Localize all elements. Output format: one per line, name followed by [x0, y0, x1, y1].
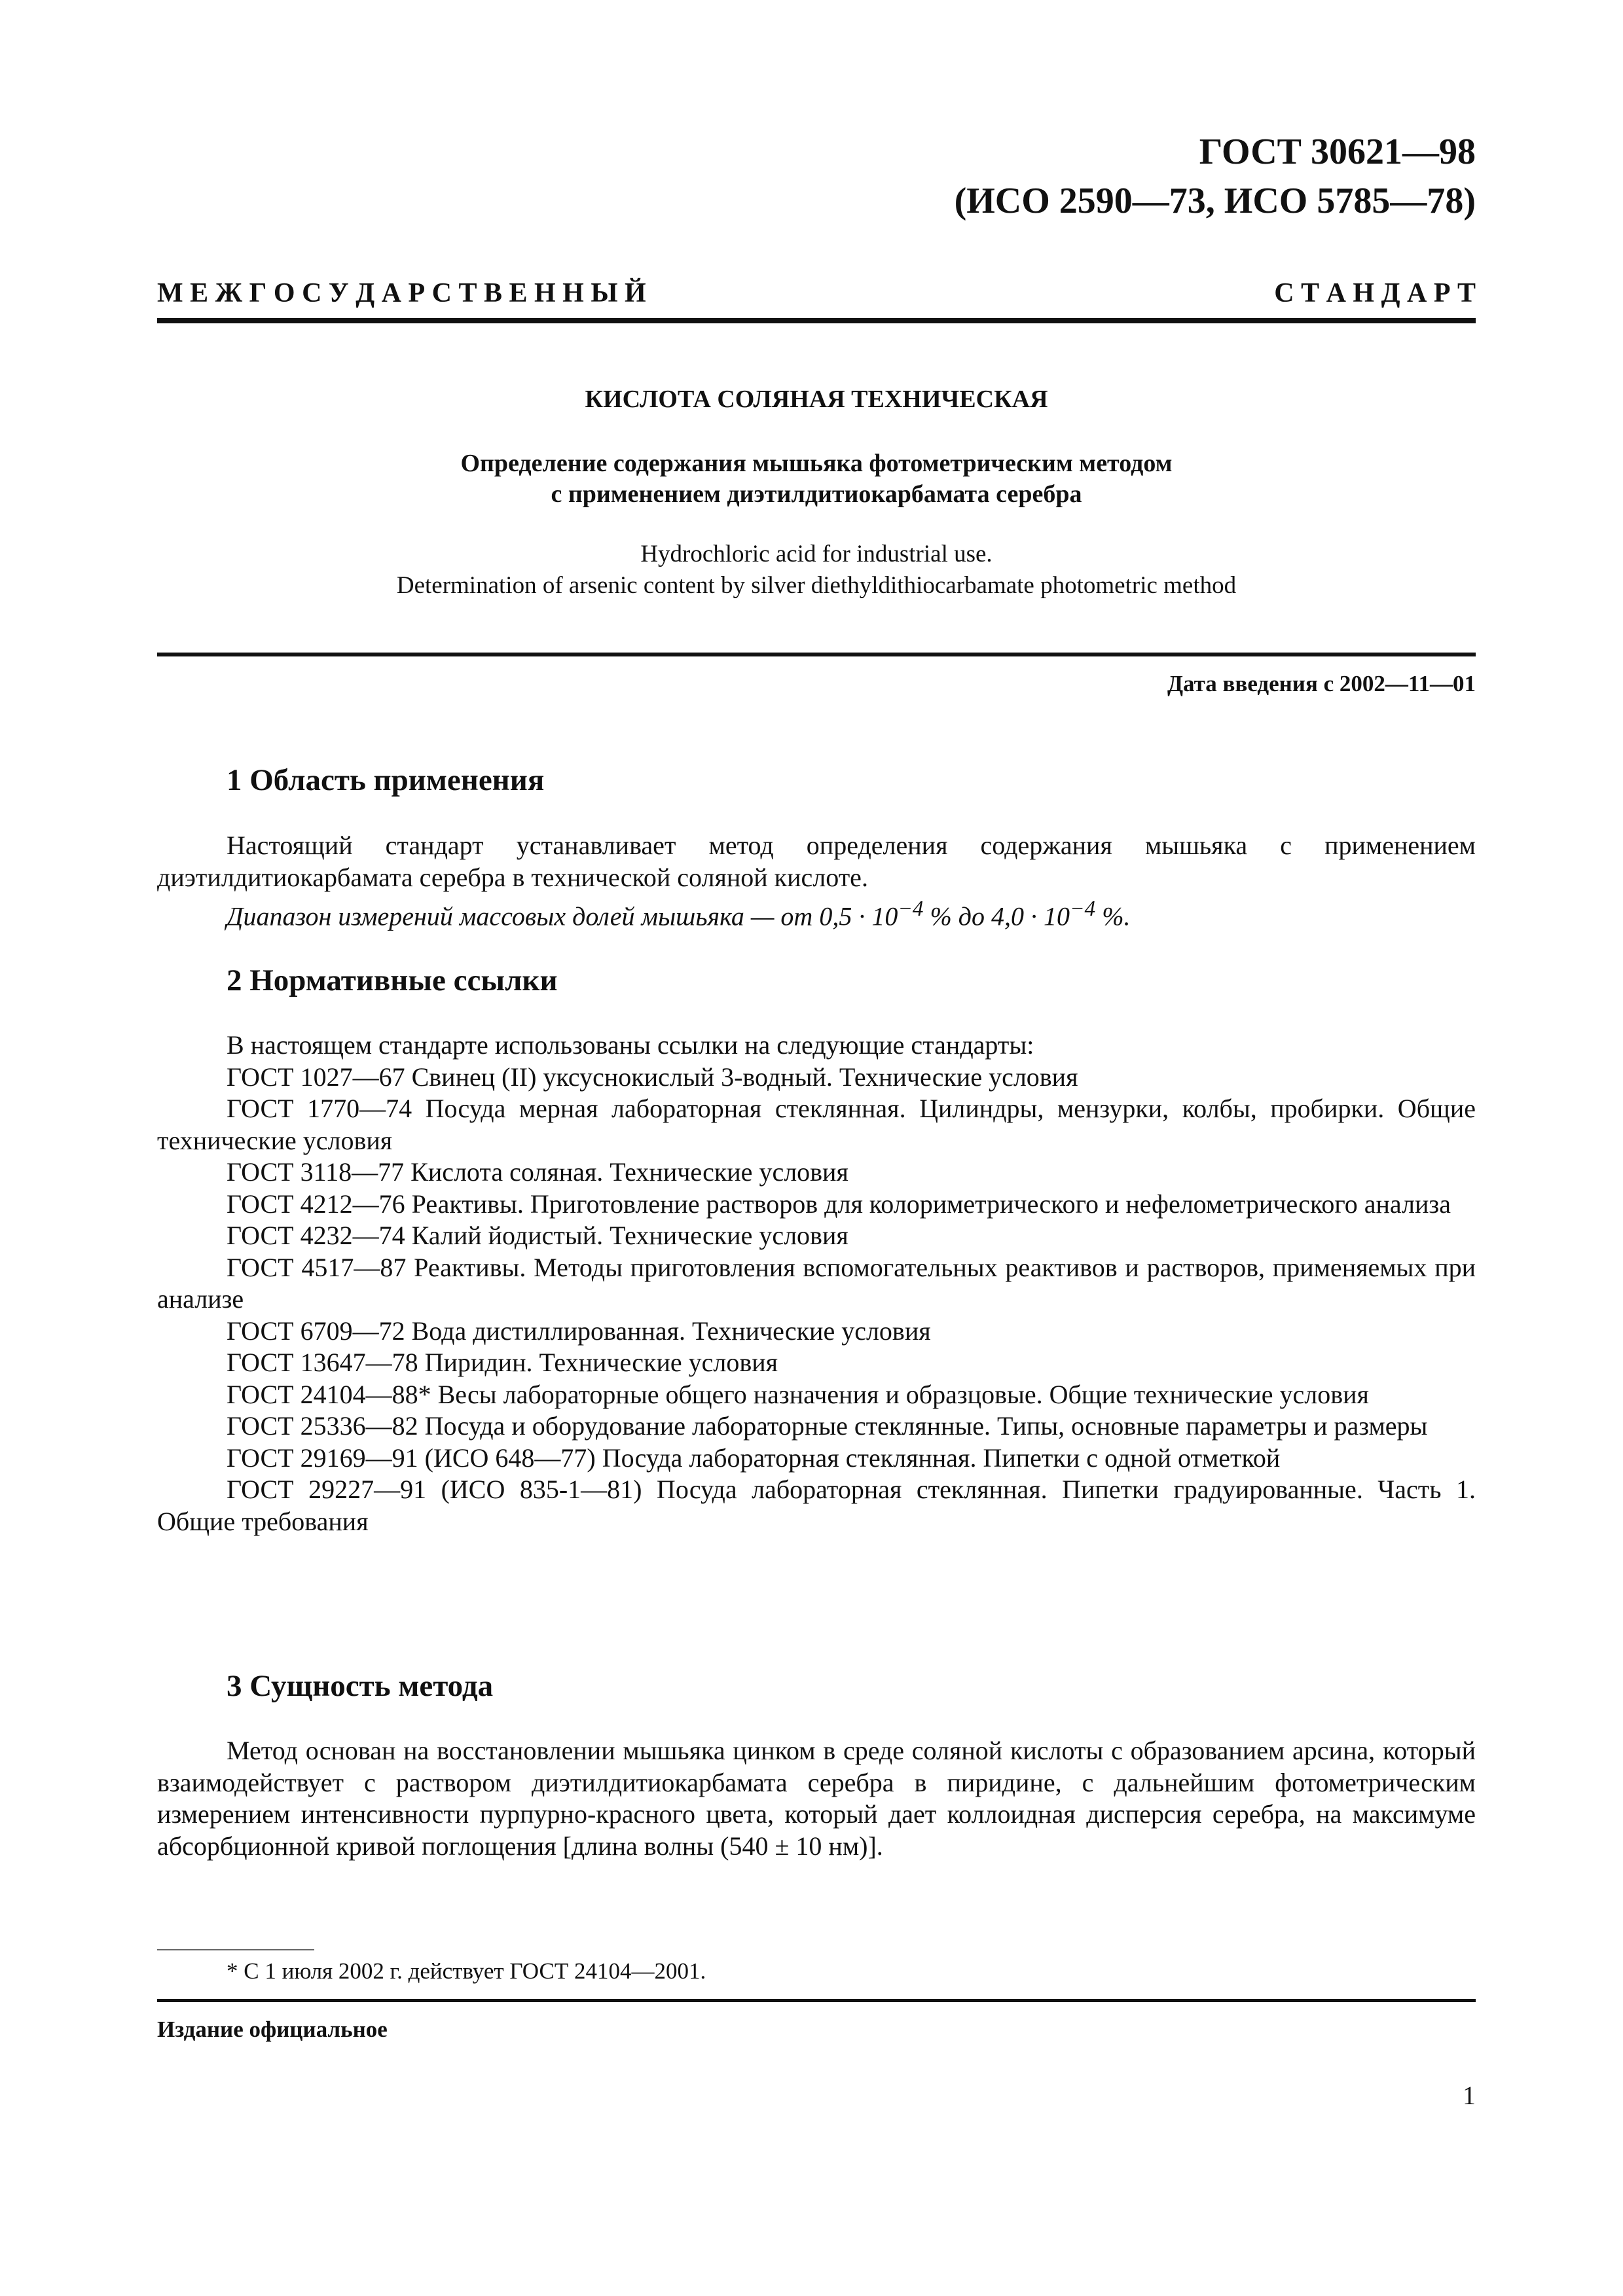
section-1-paragraph: Настоящий стандарт устанавливает метод определения содержания мышьяка с применением диэтилдитиокарбамата серебра в технической соляной кислоте. — [157, 831, 1476, 892]
range-exponent-2: −4 — [1070, 897, 1096, 921]
range-prefix: Диапазон измерений массовых долей мышьяка — от 0,5 · 10 — [227, 901, 898, 931]
standard-type-banner — [157, 274, 1476, 313]
gost-number: ГОСТ 30621—98 — [1199, 132, 1476, 172]
section-2-body — [157, 1030, 1476, 1537]
range-mid: % до 4,0 · 10 — [923, 901, 1070, 931]
reference-item: ГОСТ 1027—67 Свинец (II) уксуснокислый 3-водный. Технические условия — [227, 1062, 1078, 1092]
subtitle-ru — [157, 448, 1476, 510]
footnote-separator — [157, 1949, 314, 1950]
reference-item: ГОСТ 29227—91 (ИСО 835-1—81) Посуда лабораторная стеклянная. Пипетки градуированные. Часть 1. Общие требования — [157, 1475, 1476, 1536]
range-suffix: %. — [1095, 901, 1131, 931]
introduction-date: Дата введения с 2002—11—01 — [1167, 671, 1476, 696]
edition-label: Издание официальное — [157, 2017, 388, 2042]
section-1-heading: 1 Область применения — [227, 763, 545, 797]
reference-item: ГОСТ 13647—78 Пиридин. Технические условия — [227, 1348, 778, 1377]
reference-item: ГОСТ 4517—87 Реактивы. Методы приготовления вспомогательных реактивов и растворов, применяемых при анализе — [157, 1252, 1476, 1314]
section-2-heading: 2 Нормативные ссылки — [227, 963, 558, 997]
gost-code-block — [955, 128, 1476, 226]
reference-item: ГОСТ 4232—74 Калий йодистый. Технические условия — [227, 1221, 848, 1250]
range-exponent-1: −4 — [898, 897, 924, 921]
iso-references: (ИСО 2590—73, ИСО 5785—78) — [954, 181, 1476, 221]
reference-item: ГОСТ 25336—82 Посуда и оборудование лабораторные стеклянные. Типы, основные параметры и размеры — [227, 1411, 1428, 1441]
title-ru: КИСЛОТА СОЛЯНАЯ ТЕХНИЧЕСКАЯ — [585, 386, 1048, 413]
reference-item: ГОСТ 29169—91 (ИСО 648—77) Посуда лабораторная стеклянная. Пипетки с одной отметкой — [227, 1443, 1281, 1473]
header-rule — [157, 318, 1476, 323]
section-3-paragraph: Метод основан на восстановлении мышьяка цинком в среде соляной кислоты с образованием арсина, который взаимодействует с раствором диэтилдитиокарбамата серебра в пиридине, с дальнейшим фотометрическим измерением интенсивности пурпурно-красного цвета, который дает коллоидная дисперсия серебра, на максимуме абсорбционной кривой поглощения [длина волны (540 ± 10 нм)]. — [157, 1736, 1476, 1861]
section-3-body — [157, 1735, 1476, 1862]
title-en — [157, 539, 1476, 601]
standard-type-word2: С Т А Н Д А Р Т — [1274, 278, 1476, 308]
title-en-line1: Hydrochloric acid for industrial use. — [640, 541, 993, 567]
reference-item: ГОСТ 3118—77 Кислота соляная. Технические условия — [227, 1157, 848, 1187]
measurement-range — [157, 893, 1476, 933]
section-3-heading: 3 Сущность метода — [227, 1669, 494, 1703]
reference-item: ГОСТ 4212—76 Реактивы. Приготовление растворов для колориметрического и нефелометрического анализа — [227, 1189, 1451, 1219]
title-rule — [157, 653, 1476, 656]
footnote: * С 1 июля 2002 г. действует ГОСТ 24104—2001. — [227, 1958, 706, 1984]
reference-item: ГОСТ 6709—72 Вода дистиллированная. Технические условия — [227, 1316, 931, 1346]
references-intro: В настоящем стандарте использованы ссылки на следующие стандарты: — [227, 1030, 1034, 1060]
page-number: 1 — [1463, 2081, 1476, 2110]
footer-rule — [157, 1999, 1476, 2002]
reference-item: ГОСТ 1770—74 Посуда мерная лабораторная стеклянная. Цилиндры, мензурки, колбы, пробирки. Общие технические условия — [157, 1094, 1476, 1155]
title-en-line2: Determination of arsenic content by silver diethyldithiocarbamate photometric method — [396, 572, 1237, 599]
section-1-body — [157, 830, 1476, 933]
reference-item: ГОСТ 24104—88* Весы лабораторные общего назначения и образцовые. Общие технические условия — [227, 1379, 1369, 1409]
standard-type-word1: М Е Ж Г О С У Д А Р С Т В Е Н Н Ы Й — [157, 278, 646, 308]
subtitle-ru-line1: Определение содержания мышьяка фотометрическим методом — [460, 450, 1173, 477]
subtitle-ru-line2: с применением диэтилдитиокарбамата серебра — [551, 480, 1082, 508]
